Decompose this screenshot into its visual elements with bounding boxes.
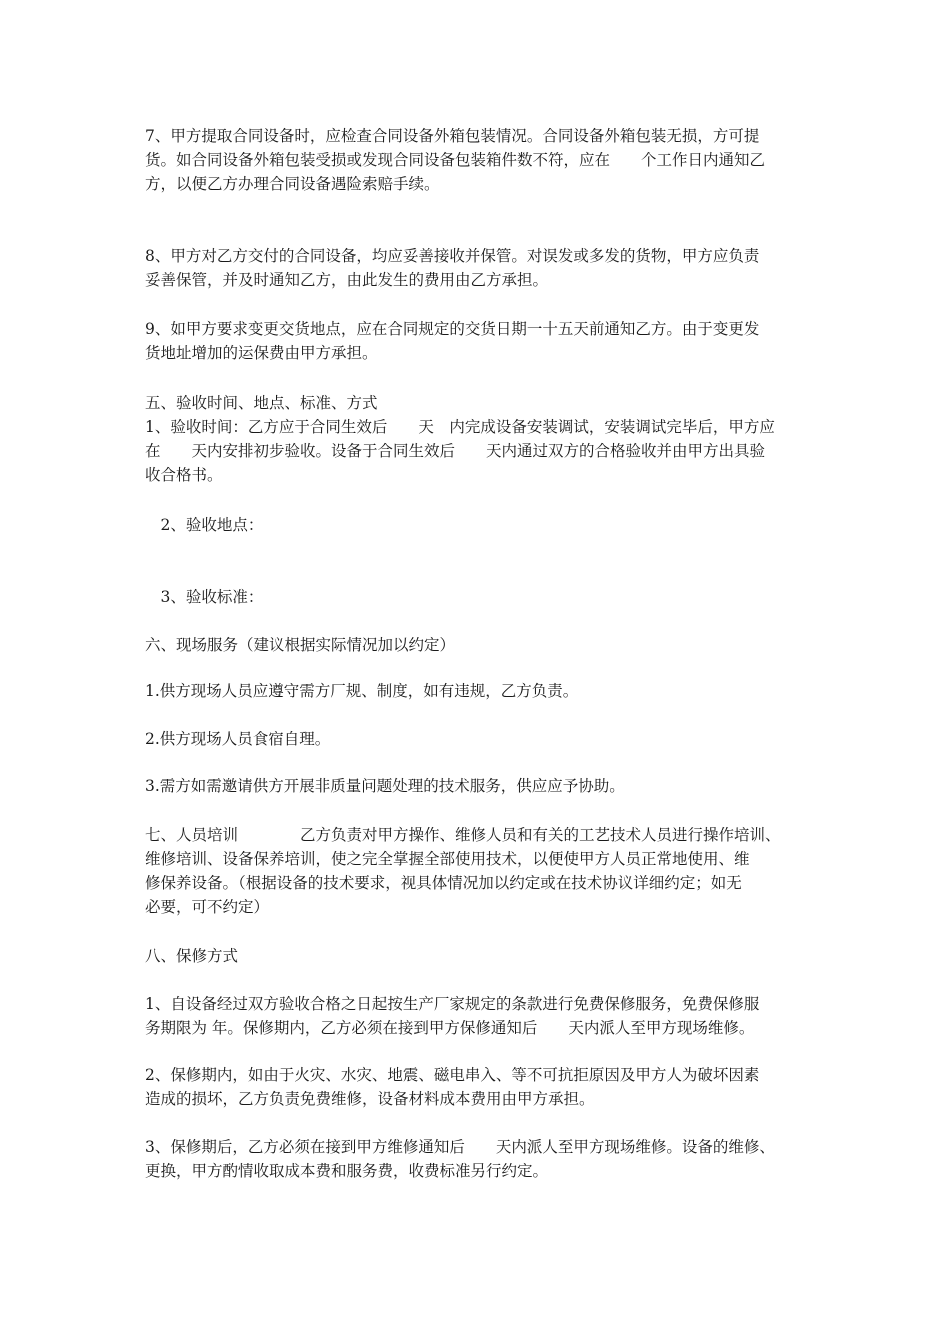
clause-8-line-2: 妥善保管，并及时通知乙方，由此发生的费用由乙方承担。 [145,271,549,289]
section-5-item-3: 3、验收标准： [145,588,264,606]
section-8-heading: 八、保修方式 [145,947,239,965]
section-8-item-1-line-1: 1、自设备经过双方验收合格之日起按生产厂家规定的条款进行免费保修服务，免费保修服 [145,995,760,1013]
section-8-item-2-line-1: 2、保修期内，如由于火灾、水灾、地震、磁电串入、等不可抗拒原因及甲方人为破坏因素 [145,1066,760,1084]
clause-8-line-1: 8、甲方对乙方交付的合同设备，均应妥善接收并保管。对误发或多发的货物，甲方应负责 [145,247,760,265]
section-5-heading: 五、验收时间、地点、标准、方式 [145,394,378,412]
section-5-item-2: 2、验收地点： [145,516,264,534]
clause-7-line-3: 方，以便乙方办理合同设备遇险索赔手续。 [145,175,440,193]
section-7-line-3: 修保养设备。（根据设备的技术要求，视具体情况加以约定或在技术协议详细约定；如无 [145,874,742,892]
section-8-item-1-line-2: 务期限为 年。保修期内，乙方必须在接到甲方保修通知后 天内派人至甲方现场维修。 [145,1019,755,1037]
section-6-item-1: 1.供方现场人员应遵守需方厂规、制度，如有违规，乙方负责。 [145,682,579,700]
section-6-item-2: 2.供方现场人员食宿自理。 [145,730,331,748]
clause-7-line-1: 7、甲方提取合同设备时，应检查合同设备外箱包装情况。合同设备外箱包装无损，方可提 [145,127,760,145]
section-6-item-3: 3.需方如需邀请供方开展非质量问题处理的技术服务，供应应予协助。 [145,777,625,795]
section-7-line-1: 七、人员培训 乙方负责对甲方操作、维修人员和有关的工艺技术人员进行操作培训、 [145,826,781,844]
section-5-item-1-line-3: 收合格书。 [145,466,223,484]
section-6-heading: 六、现场服务（建议根据实际情况加以约定） [145,636,456,654]
section-8-item-2-line-2: 造成的损坏，乙方负责免费维修，设备材料成本费用由甲方承担。 [145,1090,595,1108]
section-8-item-3-line-1: 3、保修期后，乙方必须在接到甲方维修通知后 天内派人至甲方现场维修。设备的维修、 [145,1138,775,1156]
clause-9-line-1: 9、如甲方要求变更交货地点，应在合同规定的交货日期一十五天前通知乙方。由于变更发 [145,320,760,338]
section-5-item-1-line-1: 1、验收时间：乙方应于合同生效后 天 内完成设备安装调试，安装调试完毕后，甲方应 [145,418,775,436]
section-8-item-3-line-2: 更换，甲方酌情收取成本费和服务费，收费标准另行约定。 [145,1162,549,1180]
section-7-line-4: 必要，可不约定） [145,898,270,916]
section-7-line-2: 维修培训、设备保养培训，使之完全掌握全部使用技术，以便使甲方人员正常地使用、维 [145,850,750,868]
clause-9-line-2: 货地址增加的运保费由甲方承担。 [145,344,378,362]
section-5-item-1-line-2: 在 天内安排初步验收。设备于合同生效后 天内通过双方的合格验收并由甲方出具验 [145,442,766,460]
clause-7-line-2: 货。如合同设备外箱包装受损或发现合同设备包装箱件数不符，应在 个工作日内通知乙 [145,151,766,169]
